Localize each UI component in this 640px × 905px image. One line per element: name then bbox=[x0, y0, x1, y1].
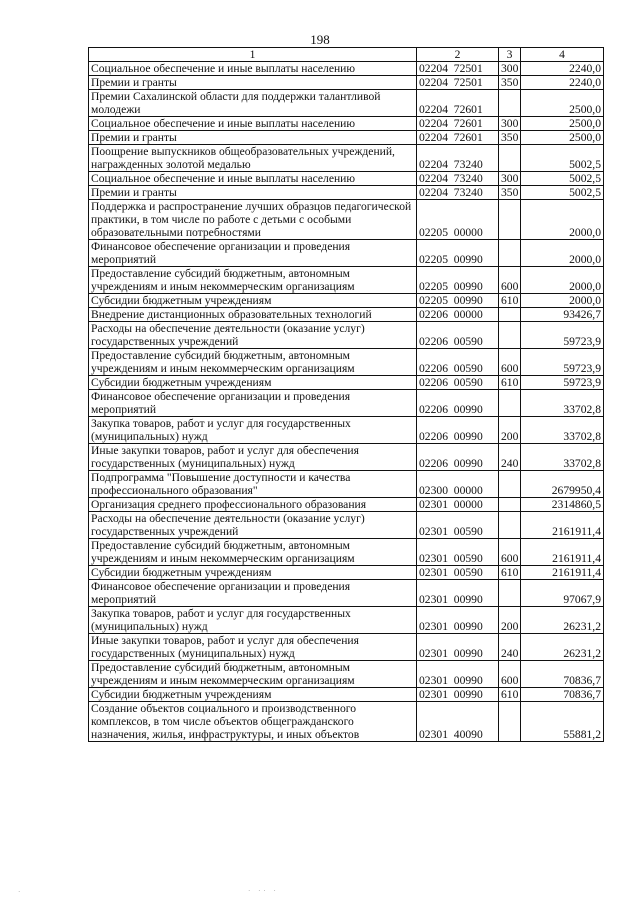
table-row bbox=[89, 322, 604, 349]
row-csr-cell: 02206 00990 bbox=[417, 417, 499, 444]
row-csr-cell: 02206 00590 bbox=[417, 322, 499, 349]
table-row bbox=[89, 117, 604, 131]
table-row bbox=[89, 131, 604, 145]
row-vr-cell: 600 bbox=[499, 267, 521, 294]
table-row bbox=[89, 200, 604, 240]
row-amount-cell: 2240,0 bbox=[521, 76, 604, 90]
scan-specks: · ·· · bbox=[248, 887, 279, 895]
table-row bbox=[89, 349, 604, 376]
row-csr-cell: 02301 40090 bbox=[417, 702, 499, 742]
table-header-row bbox=[89, 48, 604, 62]
table-row bbox=[89, 566, 604, 580]
table-row bbox=[89, 688, 604, 702]
scan-speck: · bbox=[18, 888, 21, 896]
row-csr-cell: 02204 73240 bbox=[417, 145, 499, 172]
row-name-cell: Поощрение выпускников общеобразовательных учреждений, награжденных золотой медалью bbox=[89, 145, 417, 172]
table-row bbox=[89, 240, 604, 267]
row-vr-cell bbox=[499, 322, 521, 349]
row-csr-cell: 02204 72601 bbox=[417, 90, 499, 117]
row-name-cell: Иные закупки товаров, работ и услуг для обеспечения государственных (муниципальных) нужд bbox=[89, 634, 417, 661]
row-amount-cell: 2679950,4 bbox=[521, 471, 604, 498]
row-vr-cell: 200 bbox=[499, 417, 521, 444]
row-name-cell: Премии и гранты bbox=[89, 76, 417, 90]
row-name-cell: Субсидии бюджетным учреждениям bbox=[89, 566, 417, 580]
row-name-cell: Социальное обеспечение и иные выплаты населению bbox=[89, 117, 417, 131]
row-amount-cell: 26231,2 bbox=[521, 607, 604, 634]
row-csr-cell: 02205 00000 bbox=[417, 200, 499, 240]
table-row bbox=[89, 390, 604, 417]
row-vr-cell bbox=[499, 580, 521, 607]
table-row bbox=[89, 498, 604, 512]
row-amount-cell: 2000,0 bbox=[521, 240, 604, 267]
row-name-cell: Премии и гранты bbox=[89, 186, 417, 200]
table-row bbox=[89, 607, 604, 634]
table-row bbox=[89, 444, 604, 471]
table-row bbox=[89, 90, 604, 117]
row-vr-cell: 610 bbox=[499, 376, 521, 390]
row-name-cell: Предоставление субсидий бюджетным, автономным учреждениям и иным некоммерческим организациям bbox=[89, 539, 417, 566]
row-amount-cell: 70836,7 bbox=[521, 661, 604, 688]
row-amount-cell: 2000,0 bbox=[521, 267, 604, 294]
row-vr-cell bbox=[499, 390, 521, 417]
row-amount-cell: 33702,8 bbox=[521, 390, 604, 417]
row-csr-cell: 02205 00990 bbox=[417, 267, 499, 294]
row-vr-cell: 600 bbox=[499, 349, 521, 376]
row-amount-cell: 2161911,4 bbox=[521, 512, 604, 539]
table-row bbox=[89, 580, 604, 607]
table-row bbox=[89, 702, 604, 742]
table-row bbox=[89, 376, 604, 390]
row-name-cell: Финансовое обеспечение организации и проведения мероприятий bbox=[89, 580, 417, 607]
row-vr-cell: 240 bbox=[499, 634, 521, 661]
row-vr-cell bbox=[499, 498, 521, 512]
row-csr-cell: 02301 00990 bbox=[417, 634, 499, 661]
row-csr-cell: 02206 00000 bbox=[417, 308, 499, 322]
row-amount-cell: 33702,8 bbox=[521, 444, 604, 471]
table-row bbox=[89, 471, 604, 498]
table-row bbox=[89, 417, 604, 444]
row-vr-cell bbox=[499, 200, 521, 240]
row-amount-cell: 59723,9 bbox=[521, 349, 604, 376]
row-amount-cell: 2000,0 bbox=[521, 294, 604, 308]
row-amount-cell: 59723,9 bbox=[521, 322, 604, 349]
budget-table-body bbox=[89, 48, 604, 742]
row-amount-cell: 2240,0 bbox=[521, 62, 604, 76]
row-amount-cell: 97067,9 bbox=[521, 580, 604, 607]
row-name-cell: Поддержка и распространение лучших образцов педагогической практики, в том числе по работе с детьми с особыми образовательными потребностями bbox=[89, 200, 417, 240]
budget-table bbox=[88, 47, 604, 742]
row-csr-cell: 02301 00000 bbox=[417, 498, 499, 512]
row-amount-cell: 2000,0 bbox=[521, 200, 604, 240]
row-amount-cell: 2500,0 bbox=[521, 117, 604, 131]
row-vr-cell: 200 bbox=[499, 607, 521, 634]
row-amount-cell: 2500,0 bbox=[521, 131, 604, 145]
row-csr-cell: 02301 00990 bbox=[417, 661, 499, 688]
header-col-amount: 4 bbox=[521, 48, 604, 62]
row-vr-cell: 240 bbox=[499, 444, 521, 471]
row-csr-cell: 02204 72601 bbox=[417, 131, 499, 145]
table-row bbox=[89, 62, 604, 76]
row-name-cell: Субсидии бюджетным учреждениям bbox=[89, 294, 417, 308]
row-csr-cell: 02301 00590 bbox=[417, 539, 499, 566]
row-csr-cell: 02301 00590 bbox=[417, 566, 499, 580]
row-csr-cell: 02204 72501 bbox=[417, 62, 499, 76]
row-csr-cell: 02206 00990 bbox=[417, 390, 499, 417]
row-amount-cell: 2314860,5 bbox=[521, 498, 604, 512]
row-vr-cell bbox=[499, 90, 521, 117]
table-row bbox=[89, 661, 604, 688]
row-name-cell: Социальное обеспечение и иные выплаты населению bbox=[89, 172, 417, 186]
row-amount-cell: 2161911,4 bbox=[521, 566, 604, 580]
row-vr-cell: 610 bbox=[499, 294, 521, 308]
row-vr-cell bbox=[499, 145, 521, 172]
table-row bbox=[89, 294, 604, 308]
row-name-cell: Финансовое обеспечение организации и проведения мероприятий bbox=[89, 240, 417, 267]
table-row bbox=[89, 267, 604, 294]
row-name-cell: Субсидии бюджетным учреждениям bbox=[89, 688, 417, 702]
row-vr-cell: 300 bbox=[499, 172, 521, 186]
row-vr-cell: 600 bbox=[499, 661, 521, 688]
row-amount-cell: 33702,8 bbox=[521, 417, 604, 444]
row-csr-cell: 02301 00990 bbox=[417, 580, 499, 607]
page-number: 198 bbox=[310, 32, 330, 47]
table-row bbox=[89, 308, 604, 322]
row-amount-cell: 59723,9 bbox=[521, 376, 604, 390]
table-row bbox=[89, 186, 604, 200]
row-vr-cell bbox=[499, 308, 521, 322]
row-name-cell: Субсидии бюджетным учреждениям bbox=[89, 376, 417, 390]
row-vr-cell: 350 bbox=[499, 186, 521, 200]
table-row bbox=[89, 145, 604, 172]
row-name-cell: Предоставление субсидий бюджетным, автономным учреждениям и иным некоммерческим организациям bbox=[89, 349, 417, 376]
row-name-cell: Закупка товаров, работ и услуг для государственных (муниципальных) нужд bbox=[89, 417, 417, 444]
table-row bbox=[89, 634, 604, 661]
row-name-cell: Подпрограмма "Повышение доступности и качества профессионального образования" bbox=[89, 471, 417, 498]
row-name-cell: Создание объектов социального и производственного комплексов, в том числе объектов общегражданского назначения, жилья, инфраструктуры, и иных объектов bbox=[89, 702, 417, 742]
row-name-cell: Расходы на обеспечение деятельности (оказание услуг) государственных учреждений bbox=[89, 512, 417, 539]
row-csr-cell: 02301 00990 bbox=[417, 688, 499, 702]
header-col-csr: 2 bbox=[417, 48, 499, 62]
row-name-cell: Премии и гранты bbox=[89, 131, 417, 145]
table-row bbox=[89, 539, 604, 566]
row-name-cell: Расходы на обеспечение деятельности (оказание услуг) государственных учреждений bbox=[89, 322, 417, 349]
row-csr-cell: 02301 00590 bbox=[417, 512, 499, 539]
row-amount-cell: 5002,5 bbox=[521, 145, 604, 172]
row-name-cell: Предоставление субсидий бюджетным, автономным учреждениям и иным некоммерческим организациям bbox=[89, 267, 417, 294]
row-name-cell: Предоставление субсидий бюджетным, автономным учреждениям и иным некоммерческим организациям bbox=[89, 661, 417, 688]
row-name-cell: Закупка товаров, работ и услуг для государственных (муниципальных) нужд bbox=[89, 607, 417, 634]
row-csr-cell: 02206 00590 bbox=[417, 376, 499, 390]
table-row bbox=[89, 172, 604, 186]
row-amount-cell: 26231,2 bbox=[521, 634, 604, 661]
row-name-cell: Внедрение дистанционных образовательных технологий bbox=[89, 308, 417, 322]
row-vr-cell bbox=[499, 512, 521, 539]
header-col-vr: 3 bbox=[499, 48, 521, 62]
row-csr-cell: 02206 00990 bbox=[417, 444, 499, 471]
row-csr-cell: 02205 00990 bbox=[417, 240, 499, 267]
row-amount-cell: 2500,0 bbox=[521, 90, 604, 117]
row-amount-cell: 93426,7 bbox=[521, 308, 604, 322]
row-csr-cell: 02301 00990 bbox=[417, 607, 499, 634]
table-row bbox=[89, 512, 604, 539]
row-vr-cell: 300 bbox=[499, 62, 521, 76]
row-csr-cell: 02205 00990 bbox=[417, 294, 499, 308]
row-name-cell: Финансовое обеспечение организации и проведения мероприятий bbox=[89, 390, 417, 417]
row-amount-cell: 2161911,4 bbox=[521, 539, 604, 566]
row-csr-cell: 02204 72501 bbox=[417, 76, 499, 90]
row-name-cell: Организация среднего профессионального образования bbox=[89, 498, 417, 512]
row-vr-cell: 610 bbox=[499, 566, 521, 580]
row-csr-cell: 02206 00590 bbox=[417, 349, 499, 376]
header-col-name: 1 bbox=[89, 48, 417, 62]
row-vr-cell: 300 bbox=[499, 117, 521, 131]
table-row bbox=[89, 76, 604, 90]
row-name-cell: Премии Сахалинской области для поддержки талантливой молодежи bbox=[89, 90, 417, 117]
row-name-cell: Иные закупки товаров, работ и услуг для обеспечения государственных (муниципальных) нужд bbox=[89, 444, 417, 471]
row-amount-cell: 5002,5 bbox=[521, 186, 604, 200]
row-vr-cell bbox=[499, 471, 521, 498]
row-vr-cell: 610 bbox=[499, 688, 521, 702]
row-vr-cell bbox=[499, 240, 521, 267]
row-vr-cell: 350 bbox=[499, 76, 521, 90]
row-amount-cell: 70836,7 bbox=[521, 688, 604, 702]
row-csr-cell: 02204 72601 bbox=[417, 117, 499, 131]
row-vr-cell: 600 bbox=[499, 539, 521, 566]
row-amount-cell: 5002,5 bbox=[521, 172, 604, 186]
row-csr-cell: 02204 73240 bbox=[417, 186, 499, 200]
row-csr-cell: 02204 73240 bbox=[417, 172, 499, 186]
row-csr-cell: 02300 00000 bbox=[417, 471, 499, 498]
row-vr-cell bbox=[499, 702, 521, 742]
row-vr-cell: 350 bbox=[499, 131, 521, 145]
row-name-cell: Социальное обеспечение и иные выплаты населению bbox=[89, 62, 417, 76]
row-amount-cell: 55881,2 bbox=[521, 702, 604, 742]
